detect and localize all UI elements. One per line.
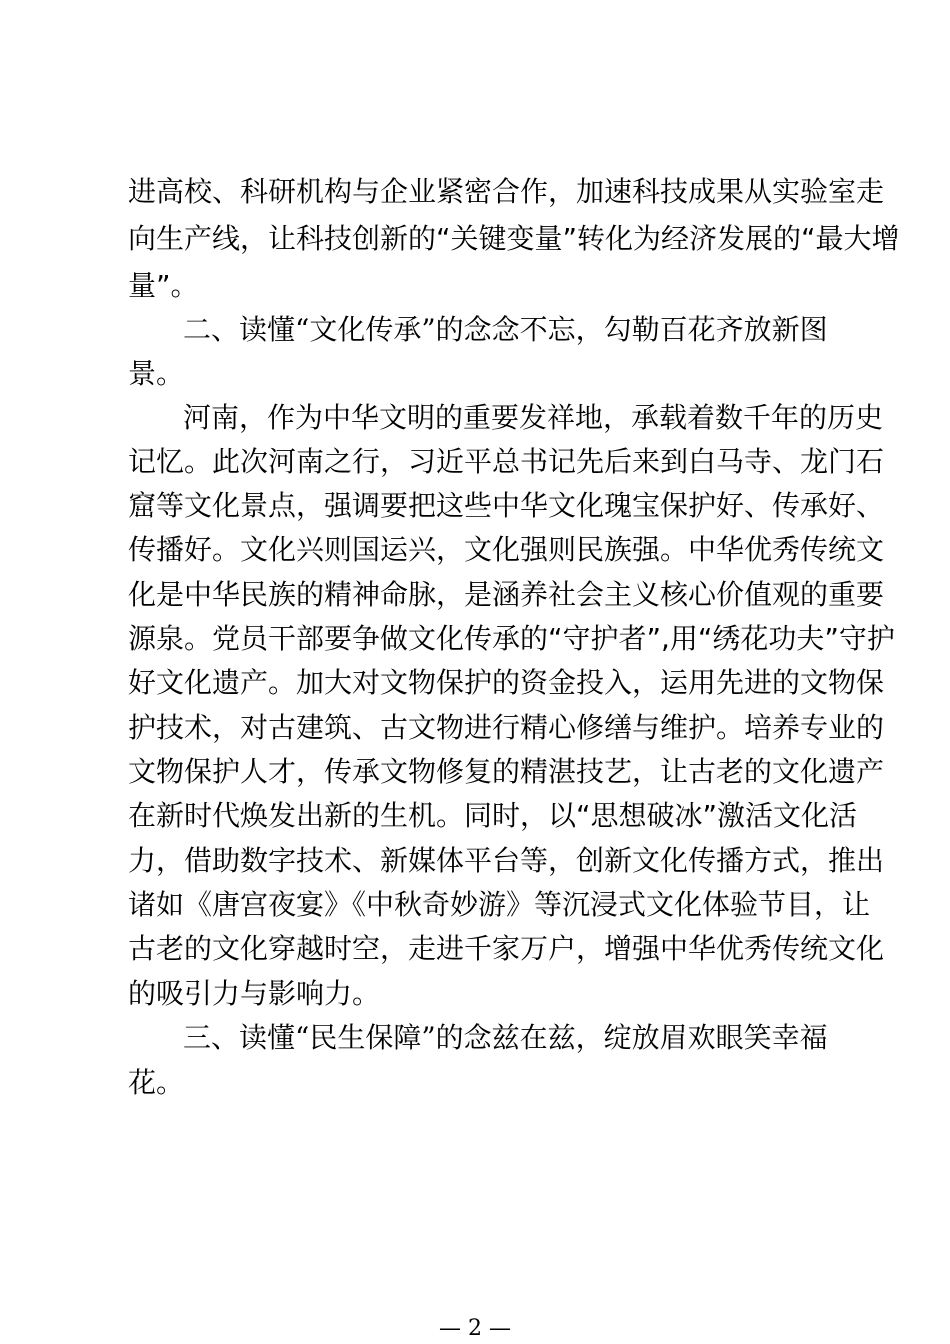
- body-line: 传播好。文化兴则国运兴，文化强则民族强。中华优秀传统文: [128, 533, 885, 566]
- body-line: 的吸引力与影响力。: [128, 977, 381, 1010]
- body-line: 河南，作为中华文明的重要发祥地，承载着数千年的历史: [183, 401, 884, 434]
- body-line: 好文化遗产。加大对文物保护的资金投入，运用先进的文物保: [128, 666, 885, 699]
- body-line: 进高校、科研机构与企业紧密合作，加速科技成果从实验室走: [128, 175, 885, 208]
- body-line: 在新时代焕发出新的生机。同时，以“思想破冰”激活文化活: [128, 799, 858, 832]
- body-line: 窟等文化景点，强调要把这些中华文化瑰宝保护好、传承好、: [128, 489, 885, 522]
- page-number: — 2 —: [439, 1316, 511, 1341]
- section-heading-3: 三、读懂“民生保障”的念兹在兹，绽放眉欢眼笑幸福: [183, 1021, 828, 1054]
- body-line: 化是中华民族的精神命脉，是涵养社会主义核心价值观的重要: [128, 578, 885, 611]
- body-line: 量”。: [128, 269, 199, 302]
- body-line: 古老的文化穿越时空，走进千家万户，增强中华优秀传统文化: [128, 932, 885, 965]
- section-heading-2-cont: 景。: [128, 357, 185, 390]
- body-line: 护技术，对古建筑、古文物进行精心修缮与维护。培养专业的: [128, 711, 885, 744]
- body-line: 诸如《唐宫夜宴》《中秋奇妙游》等沉浸式文化体验节目，让: [128, 888, 871, 921]
- section-heading-2: 二、读懂“文化传承”的念念不忘，勾勒百花齐放新图: [183, 313, 828, 346]
- body-line: 文物保护人才，传承文物修复的精湛技艺，让古老的文化遗产: [128, 755, 885, 788]
- body-line: 源泉。党员干部要争做文化传承的“守护者”,用“绣花功夫”守护: [128, 622, 895, 655]
- section-heading-3-cont: 花。: [128, 1066, 185, 1099]
- body-line: 向生产线，让科技创新的“关键变量”转化为经济发展的“最大增: [128, 222, 900, 255]
- body-line: 记忆。此次河南之行，习近平总书记先后来到白马寺、龙门石: [128, 445, 885, 478]
- body-line: 力，借助数字技术、新媒体平台等，创新文化传播方式，推出: [128, 844, 885, 877]
